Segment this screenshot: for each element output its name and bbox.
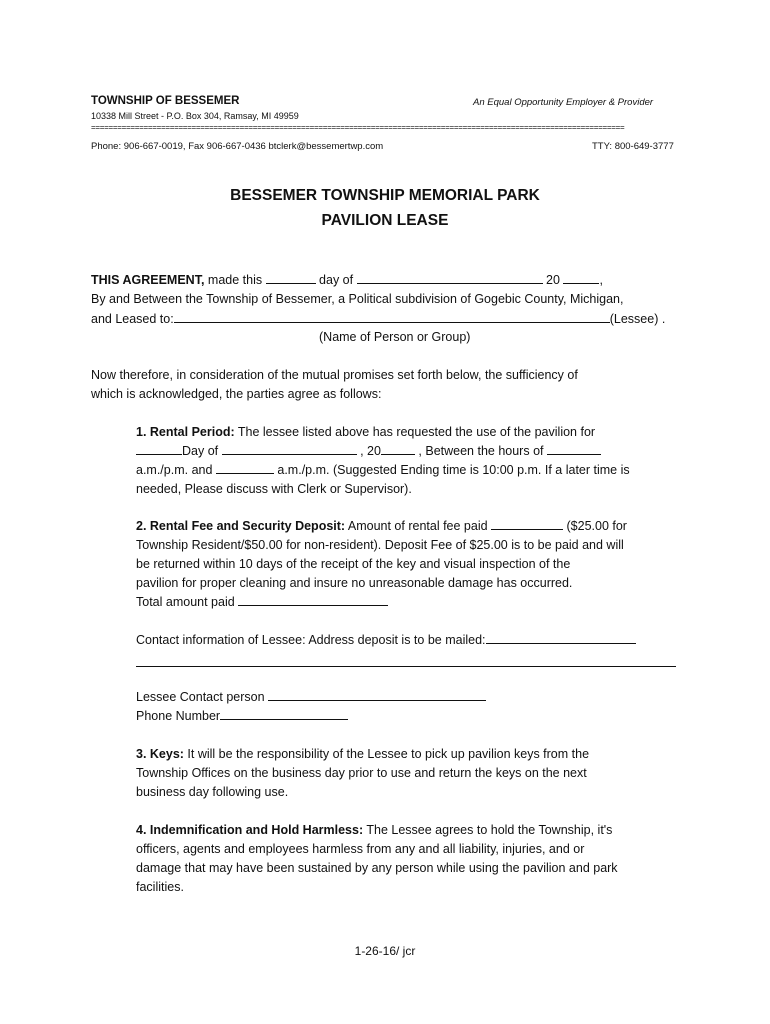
- contact-info-line: [136, 631, 636, 650]
- rental-period-line-1: [136, 423, 595, 442]
- phone-number-label: Phone Number: [136, 709, 221, 723]
- footer-code: 1-26-16/ jcr: [354, 944, 416, 958]
- header-rule: ==========================================================================================================================: [91, 124, 625, 132]
- rental-fee-amount-text: ($25.00 for: [563, 519, 627, 533]
- keys-line-3: business day following use.: [136, 785, 289, 799]
- rental-fee-line-1: [136, 517, 627, 536]
- rental-fee-blank[interactable]: [491, 517, 563, 530]
- contact-person-label: Lessee Contact person: [136, 690, 269, 704]
- agreement-line-2: By and Between the Township of Bessemer, a Political subdivision of Gogebic County, Michigan,: [91, 292, 624, 306]
- indemnification-text: The Lessee agrees to hold the Township, it's: [363, 823, 613, 837]
- rental-fee-heading: 2. Rental Fee and Security Deposit:: [136, 519, 346, 533]
- total-paid-label: Total amount paid: [136, 595, 239, 609]
- made-this-label: made this: [204, 273, 266, 287]
- between-hours-text: , Between the hours of: [414, 444, 547, 458]
- org-tty: TTY: 800-649-3777: [592, 141, 674, 152]
- suggested-ending-text: a.m./p.m. (Suggested Ending time is 10:00 p.m. If a later time is: [273, 463, 630, 477]
- agreement-comma: ,: [599, 273, 603, 287]
- agreement-lead: THIS AGREEMENT,: [91, 273, 205, 287]
- indemnification-line-1: [136, 821, 612, 840]
- rental-fee-line-2: Township Resident/$50.00 for non-resident). Deposit Fee of $25.00 is to be paid and will: [136, 538, 624, 552]
- rental-month-blank[interactable]: [222, 442, 357, 455]
- rental-fee-line-3: be returned within 10 days of the receipt of the key and visual inspection of the: [136, 557, 571, 571]
- document-title: BESSEMER TOWNSHIP MEMORIAL PARK: [230, 187, 540, 204]
- contact-person-line: [136, 688, 486, 707]
- org-address: 10338 Mill Street - P.O. Box 304, Ramsay, MI 49959: [91, 111, 299, 121]
- total-paid-blank[interactable]: [238, 593, 388, 606]
- lessee-name-blank[interactable]: [174, 310, 610, 323]
- name-caption: (Name of Person or Group): [319, 330, 471, 344]
- year-text: , 20: [356, 444, 381, 458]
- indemnification-heading: 4. Indemnification and Hold Harmless:: [136, 823, 364, 837]
- agreement-line-1: [91, 271, 603, 290]
- indemnification-line-2: officers, agents and employees harmless from any and all liability, injuries, and or: [136, 842, 585, 856]
- day-of-label: day of: [315, 273, 357, 287]
- agreement-line-3: [91, 310, 665, 329]
- rental-period-heading: 1. Rental Period:: [136, 425, 235, 439]
- keys-heading: 3. Keys:: [136, 747, 184, 761]
- equal-opportunity-note: An Equal Opportunity Employer & Provider: [473, 97, 654, 108]
- contact-person-blank[interactable]: [268, 688, 486, 701]
- deposit-address-blank[interactable]: [486, 631, 636, 644]
- start-hour-blank[interactable]: [547, 442, 601, 455]
- rental-period-line-3: [136, 461, 630, 480]
- ampm-and-text: a.m./p.m. and: [136, 463, 216, 477]
- month-blank[interactable]: [357, 271, 543, 284]
- rental-fee-text: Amount of rental fee paid: [345, 519, 492, 533]
- day-blank[interactable]: [266, 271, 316, 284]
- keys-text: It will be the responsibility of the Lessee to pick up pavilion keys from the: [183, 747, 590, 761]
- rental-period-line-4: needed, Please discuss with Clerk or Supervisor).: [136, 482, 412, 496]
- rental-period-text: The lessee listed above has requested the use of the pavilion for: [234, 425, 596, 439]
- rental-period-line-2: [136, 442, 601, 461]
- org-name: TOWNSHIP OF BESSEMER: [91, 95, 240, 107]
- intro-line-2: which is acknowledged, the parties agree as follows:: [91, 387, 382, 401]
- org-contact: Phone: 906-667-0019, Fax 906-667-0436 btclerk@bessemertwp.com: [91, 141, 384, 152]
- lessee-label: (Lessee) .: [609, 312, 666, 326]
- indemnification-line-3: damage that may have been sustained by any person while using the pavilion and park: [136, 861, 618, 875]
- leased-to-label: and Leased to:: [91, 312, 174, 326]
- year-prefix: 20: [542, 273, 564, 287]
- day-of-text: Day of: [182, 444, 222, 458]
- indemnification-line-4: facilities.: [136, 880, 184, 894]
- phone-number-line: [136, 707, 348, 726]
- end-hour-blank[interactable]: [216, 461, 274, 474]
- document-subtitle: PAVILION LEASE: [321, 212, 449, 229]
- total-paid-line: [136, 593, 388, 612]
- rental-fee-line-4: pavilion for proper cleaning and insure no unreasonable damage has occurred.: [136, 576, 573, 590]
- rental-year-blank[interactable]: [381, 442, 415, 455]
- deposit-address-blank-2[interactable]: [136, 666, 676, 667]
- rental-day-blank[interactable]: [136, 442, 182, 455]
- keys-line-2: Township Offices on the business day prior to use and return the keys on the next: [136, 766, 587, 780]
- intro-line-1: Now therefore, in consideration of the mutual promises set forth below, the sufficiency of: [91, 368, 578, 382]
- keys-line-1: [136, 745, 589, 764]
- year-blank[interactable]: [563, 271, 599, 284]
- phone-number-blank[interactable]: [220, 707, 348, 720]
- contact-info-label: Contact information of Lessee: Address deposit is to be mailed:: [136, 633, 486, 647]
